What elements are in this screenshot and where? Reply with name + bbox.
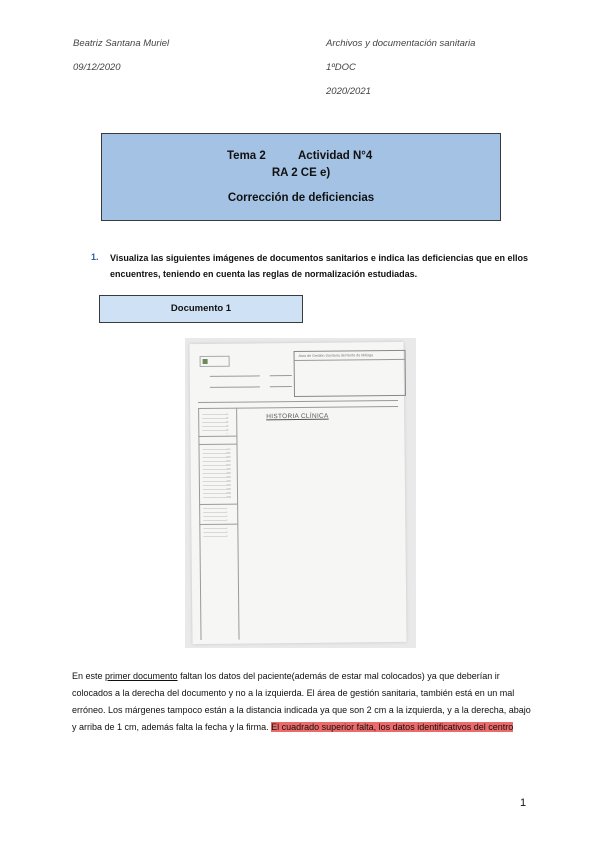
page-number: 1 <box>520 797 527 809</box>
course-name: 1ºDOC <box>326 62 356 73</box>
ra-label: RA 2 CE e) <box>271 167 331 179</box>
document-date: 09/12/2020 <box>73 62 121 73</box>
logo-icon <box>200 356 230 367</box>
question-text: Visualiza las siguientes imágenes de documentos sanitarios e indica las deficiencias que en ellos encuentres, teniendo en cuenta las reglas de normalización estudiadas. <box>110 253 528 279</box>
top-right-text: Área de Gestión Sanitaria del Norte de Málaga <box>298 353 374 358</box>
question-number: 1. <box>91 252 99 262</box>
author-name: Beatriz Santana Muriel <box>73 38 170 49</box>
answer-paragraph <box>72 668 532 736</box>
document-label: Documento 1 <box>99 295 303 323</box>
top-right-box <box>294 350 406 397</box>
document-photo <box>185 338 416 648</box>
actividad-label: Actividad N°4 <box>298 150 373 162</box>
answer-highlighted: El cuadrado superior falta, los datos identificativos del centro <box>271 722 514 732</box>
answer-part1: En este <box>72 671 106 681</box>
answer-underlined: primer documento <box>105 671 178 681</box>
title-heading: Corrección de deficiencias <box>227 192 375 204</box>
tema-label: Tema 2 <box>227 150 266 162</box>
answer-part2: faltan los datos del paciente(además de estar mal colocados) ya que deberían ir colocados a la derecha del documento y no a la izquierda. El área de gestión sanitaria, también está en un mal erróneo. Los márgenes tampoco están a la distancia indicada ya que son 2 cm a la izquierda, y a la derecha, abajo y arriba de 1 cm, además falta la fecha y la firma. <box>72 671 531 732</box>
historia-clinica-heading: HISTORIA CLÍNICA <box>266 412 329 421</box>
subject-name: Archivos y documentación sanitaria <box>326 38 476 49</box>
title-box <box>101 133 501 221</box>
school-year: 2020/2021 <box>326 86 371 97</box>
document-paper <box>189 342 406 644</box>
